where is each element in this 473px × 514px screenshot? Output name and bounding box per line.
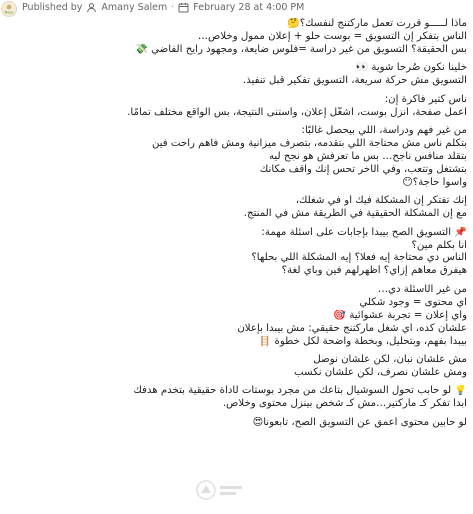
post-body xyxy=(6,18,467,435)
post-text-line: خلينا نكون صُرحا شوية 👀 xyxy=(355,62,467,74)
post-paragraph xyxy=(6,195,467,221)
post-text-line: ماذا لـــــو قررت تعمل ماركتنج لنفسك؟🤔 xyxy=(287,18,467,29)
post-text-line: 💡 لو حابب تحول السوشيال بتاعك من مجرد بوستات لأداة حقيقية بتخدم هدفك xyxy=(133,385,467,397)
logo-text: Nesa xyxy=(4,10,14,15)
post-text-line: بتكلم ناس مش محتاجة اللي بتقدمه، بتصرف ميزانية ومش فاهم راحت فين xyxy=(151,138,467,150)
post-text-line: علشان كده، أي شغل ماركتنج حقيقي: مش بيبدأ بإعلان xyxy=(237,322,467,334)
post-paragraph xyxy=(6,417,467,430)
watermark-icon xyxy=(194,478,246,502)
post-text-line: هيفرق معاهم إزاي؟ أظهرلهم فين وبأي لغة؟ xyxy=(281,265,467,277)
post-text-line: أي محتوى = وجود شكلي xyxy=(359,296,467,308)
meta-user-icon xyxy=(86,2,97,13)
post-paragraph xyxy=(6,354,467,380)
post-text-line: بتقلد منافس ناجح… بس ما تعرفش هو نجح ليه xyxy=(268,150,467,162)
post-text-line: من غير الأسئلة دي… xyxy=(377,283,467,295)
post-text-line: إنك تفتكر إن المشكلة فيك أو في شغلك، xyxy=(295,195,467,207)
post-text-line: من غير فهم ودراسة، اللي بيحصل غالبًا: xyxy=(301,125,467,137)
logo-icon[interactable] xyxy=(1,1,17,17)
post-paragraph xyxy=(6,227,467,279)
post-text-line: 📌 التسويق الصح بيبدأ بإجابات على أسئلة مهمة: xyxy=(261,226,467,238)
post-text-line: بيبدأ بفهم، وبتحليل، وبخطة واضحة لكل خطوة 🪜 xyxy=(258,335,467,347)
post-meta-bar xyxy=(0,0,473,18)
post-paragraph xyxy=(6,385,467,411)
post-text-line: ناس كتير فاكرة إن: xyxy=(384,93,467,105)
post-paragraph xyxy=(6,18,467,57)
author-name[interactable]: Amany Salem xyxy=(101,2,168,13)
published-prefix: Published by xyxy=(22,2,83,13)
post-date[interactable]: February 28 at 4:00 PM xyxy=(193,2,305,13)
post-text-line: بس الحقيقة؟ التسويق من غير دراسة =فلوس ضايعة، ومجهود رايح الفاضي 💸 xyxy=(135,43,467,55)
post-text-line: التسويق مش حركة سريعة، التسويق تفكير قبل تنفيذ. xyxy=(242,75,467,87)
post-paragraph xyxy=(6,284,467,349)
post-text-line: أعمل صفحة، أنزل بوست، أشغّل إعلان، وأستنى النتيجة، بس الواقع مختلف تمامًا. xyxy=(127,106,467,118)
post-text-line: ابدأ تفكر كـ ماركتير…مش كـ شخص بينزل محتوى وخلاص. xyxy=(222,398,467,410)
post-paragraph xyxy=(6,62,467,88)
post-text-line: وأي إعلان = تجربة عشوائية 🎯 xyxy=(333,309,467,321)
post-text-line: ومش علشان نصرف، لكن علشان نكسب xyxy=(294,366,467,378)
post-meta-row xyxy=(22,2,304,13)
post-paragraph xyxy=(6,94,467,120)
calendar-icon xyxy=(178,2,189,13)
post-text-line: بتشتغل وتتعب، وفي الآخر تحس إنك واقف مكانك xyxy=(259,163,467,175)
post-text-line: الناس دي محتاجة إيه فعلًا؟ إيه المشكلة اللي بحلها؟ xyxy=(251,252,467,264)
post-text-line: مع إن المشكلة الحقيقية في الطريقة مش في المنتج. xyxy=(243,208,467,220)
post-text-line: وأسوأ حاجة؟😶 xyxy=(402,176,467,188)
post-paragraph xyxy=(6,125,467,190)
post-text-line: أنا بكلم مين؟ xyxy=(411,239,467,251)
post-text-line: مش علشان نبان، لكن علشان نوصل xyxy=(313,354,467,365)
post-text-line: لو حابين محتوى أعمق عن التسويق الصح، تابعونا😍 xyxy=(252,416,467,428)
post-text-line: الناس بتفكر إن التسويق = بوست حلو + إعلان ممول وخلاص… xyxy=(197,30,467,42)
meta-separator: · xyxy=(171,2,175,13)
